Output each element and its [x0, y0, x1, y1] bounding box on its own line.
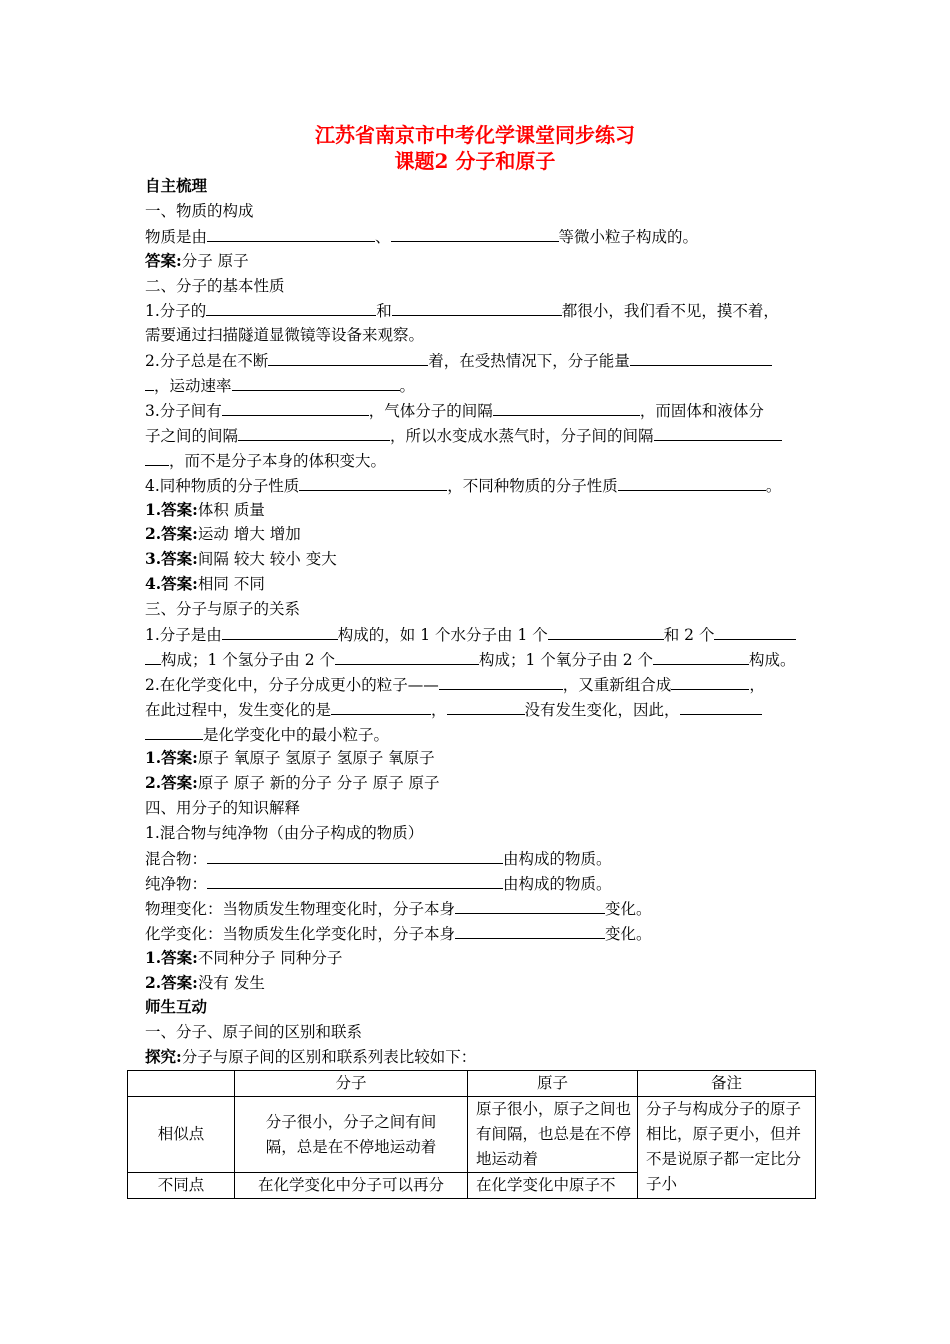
question-line [145, 846, 810, 871]
fill-blank [391, 224, 559, 242]
text: 物理变化：当物质发生物理变化时，分子本身 [145, 899, 456, 918]
fill-blank [455, 896, 605, 914]
question-line [145, 448, 810, 473]
answer-text: 间隔 较大 较小 变大 [197, 550, 337, 569]
answer-label: 3.答案: [145, 549, 198, 569]
fill-blank [207, 846, 503, 864]
text: ，运动速率 [154, 377, 232, 396]
table-cell: 原子很小，原子之间也有间隔，也总是在不停地运动着 [468, 1097, 638, 1173]
question-line [145, 672, 810, 697]
text: 1.分子的 [145, 302, 207, 321]
table-header-row [128, 1071, 816, 1097]
table-cell: 在化学变化中原子不 [468, 1173, 638, 1199]
question-line [145, 348, 810, 373]
table-header-cell: 分子 [235, 1071, 468, 1097]
fill-blank [714, 622, 796, 640]
fill-blank [145, 722, 203, 740]
section-heading-properties: 二、分子的基本性质 [145, 276, 285, 295]
table-cell: 在化学变化中分子可以再分 [235, 1173, 468, 1199]
question-line [145, 373, 810, 398]
answer-text: 原子 原子 新的分子 分子 原子 原子 [197, 774, 440, 793]
text: 变化。 [605, 924, 652, 943]
text: 和 2 个 [663, 626, 715, 645]
section-heading-difference: 一、分子、原子间的区别和联系 [145, 1023, 363, 1042]
answer-text: 原子 氧原子 氢原子 氢原子 氧原子 [197, 749, 435, 768]
text: 和 [376, 302, 392, 321]
document-body [145, 174, 810, 1070]
answer-label: 2.答案: [145, 773, 198, 793]
answer-text: 体积 质量 [197, 500, 265, 519]
question-line [145, 921, 810, 946]
fill-blank [335, 647, 479, 665]
text: 没有发生变化，因此， [524, 700, 680, 719]
section-heading-composition: 一、物质的构成 [145, 201, 254, 220]
text: 。 [399, 377, 416, 396]
fill-blank [680, 697, 762, 715]
answer-line [145, 522, 810, 547]
question-composition [145, 224, 810, 249]
question-line: 1.混合物与纯净物（由分子构成的物质） [145, 824, 424, 843]
answer-label: 1.答案: [145, 748, 198, 768]
question-line [145, 298, 810, 323]
answer-label: 1.答案: [145, 499, 198, 519]
text: 、 [375, 227, 391, 246]
answer-line [145, 498, 810, 523]
question-line [145, 896, 810, 921]
fill-blank [206, 298, 376, 316]
text: 着，在受热情况下，分子能量 [428, 352, 630, 371]
text: 2.在化学变化中，分子分成更小的粒子—— [145, 675, 439, 694]
text: 子之间的间隔 [145, 426, 239, 445]
question-line [145, 473, 810, 498]
question-line [145, 398, 810, 423]
table-header-cell: 备注 [638, 1071, 816, 1097]
text: 等微小粒子构成的。 [558, 227, 699, 246]
table-row [128, 1097, 816, 1173]
fill-blank [455, 921, 605, 939]
text: 由构成的物质。 [503, 874, 612, 893]
fill-blank [145, 647, 161, 665]
lesson-title: 课题2 分子和原子 [394, 149, 556, 173]
table-cell: 分子很小，分子之间有间隔，总是在不停地运动着 [235, 1097, 468, 1173]
fill-blank [630, 348, 772, 366]
fill-blank [238, 423, 390, 441]
document-title: 江苏省南京市中考化学课堂同步练习 [315, 123, 635, 147]
answer-text: 不同种分子 同种分子 [197, 948, 343, 967]
question-line [145, 647, 810, 672]
section-heading-self-review: 自主梳理 [145, 176, 208, 195]
fill-blank [232, 373, 400, 391]
fill-blank [222, 622, 338, 640]
text: 构成；1 个氧分子由 2 个 [479, 650, 654, 669]
answer-line [145, 771, 810, 796]
answer-line [145, 572, 810, 597]
text: 2.分子总是在不断 [145, 352, 269, 371]
fill-blank [145, 373, 154, 391]
answer-line [145, 249, 810, 274]
section-heading-relation: 三、分子与原子的关系 [145, 600, 301, 619]
text: 纯净物： [145, 874, 208, 893]
fill-blank [207, 871, 503, 889]
fill-blank [439, 672, 563, 690]
answer-label: 答案: [145, 250, 182, 270]
fill-blank [207, 224, 375, 242]
text: 在此过程中，发生变化的是 [145, 700, 332, 719]
fill-blank [392, 298, 562, 316]
text: ，而固体和液体分 [639, 402, 764, 421]
text: 是化学变化中的最小粒子。 [203, 725, 390, 744]
answer-label: 1.答案: [145, 947, 198, 967]
text: 。 [765, 476, 782, 495]
text: 变化。 [605, 899, 652, 918]
text: ，不同种物质的分子性质 [447, 476, 618, 495]
text: 化学变化：当物质发生化学变化时，分子本身 [145, 924, 456, 943]
fill-blank [671, 672, 749, 690]
table-cell-note: 分子与构成分子的原子相比，原子更小，但并不是说原子都一定比分子小 [638, 1097, 816, 1199]
answer-text: 相同 不同 [197, 575, 265, 594]
section-heading-interaction: 师生互动 [145, 997, 208, 1017]
text: ， [431, 700, 447, 719]
answer-text: 运动 增大 增加 [197, 525, 301, 544]
section-heading-explain: 四、用分子的知识解释 [145, 799, 301, 818]
text: ，气体分子的间隔 [368, 402, 493, 421]
answer-text: 没有 发生 [197, 973, 265, 992]
fill-blank [654, 423, 782, 441]
question-line: 需要通过扫描隧道显微镜等设备来观察。 [145, 326, 425, 345]
answer-text: 分子 原子 [181, 251, 249, 270]
explore-label: 探究: [145, 1047, 182, 1067]
fill-blank [299, 473, 447, 491]
text: ，而不是分子本身的体积变大。 [169, 451, 387, 470]
text: ， [749, 675, 765, 694]
text: 1.分子是由 [145, 626, 222, 645]
table-cell: 不同点 [128, 1173, 235, 1199]
fill-blank [145, 448, 169, 466]
text: 构成；1 个氢分子由 2 个 [161, 650, 336, 669]
explore-text: 分子与原子间的区别和联系列表比较如下： [181, 1048, 477, 1067]
text: 都很小，我们看不见，摸不着， [561, 302, 779, 321]
text: 构成。 [749, 650, 796, 669]
answer-line [145, 971, 810, 996]
text: 物质是由 [145, 227, 208, 246]
fill-blank [222, 398, 369, 416]
answer-label: 2.答案: [145, 972, 198, 992]
fill-blank [548, 622, 664, 640]
question-line [145, 722, 810, 747]
fill-blank [618, 473, 766, 491]
answer-label: 4.答案: [145, 574, 198, 594]
text: ，所以水变成水蒸气时，分子间的间隔 [390, 426, 654, 445]
text: 3.分子间有 [145, 402, 222, 421]
explore-line [145, 1045, 810, 1070]
fill-blank [493, 398, 640, 416]
table-header-cell [128, 1071, 235, 1097]
text: 混合物： [145, 850, 208, 869]
answer-line [145, 547, 810, 572]
text: 4.同种物质的分子性质 [145, 476, 300, 495]
text: ，又重新组合成 [562, 675, 672, 694]
answer-label: 2.答案: [145, 524, 198, 544]
fill-blank [653, 647, 749, 665]
fill-blank [331, 697, 431, 715]
text: 构成的，如 1 个水分子由 1 个 [337, 626, 548, 645]
question-line [145, 871, 810, 896]
question-line [145, 697, 810, 722]
question-line [145, 423, 810, 448]
fill-blank [268, 348, 428, 366]
answer-line [145, 746, 810, 771]
table-header-cell: 原子 [468, 1071, 638, 1097]
text: 由构成的物质。 [503, 850, 612, 869]
question-line [145, 622, 810, 647]
comparison-table [127, 1070, 816, 1199]
answer-line [145, 946, 810, 971]
fill-blank [447, 697, 525, 715]
table-cell: 相似点 [128, 1097, 235, 1173]
